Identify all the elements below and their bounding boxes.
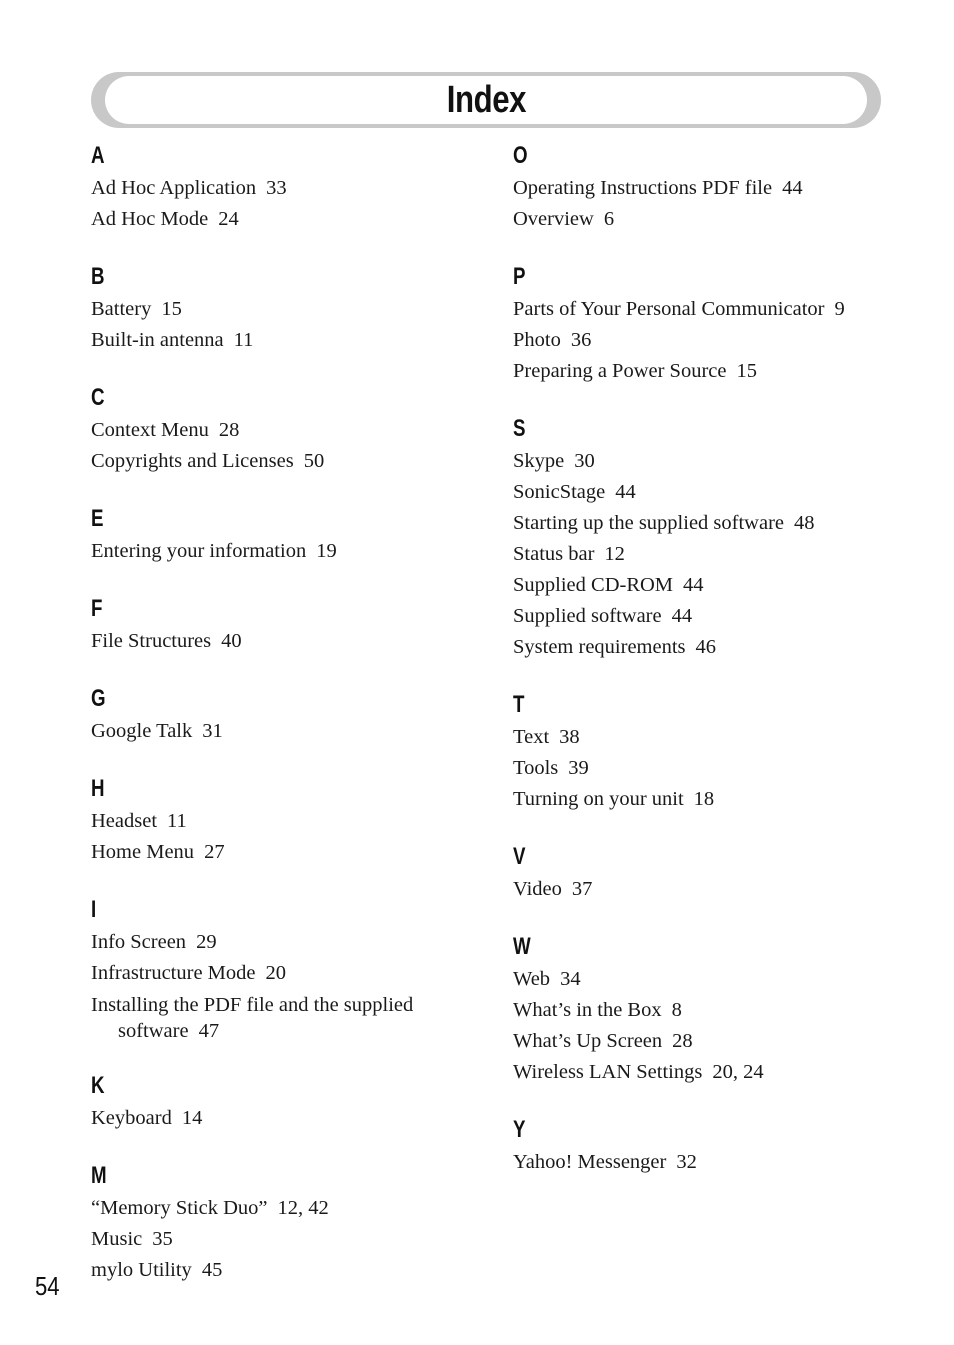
index-entry — [91, 536, 471, 567]
index-entry-page-ref: 19 — [316, 540, 337, 562]
index-entry-page-ref: 20 — [265, 962, 287, 984]
index-entry — [513, 601, 893, 632]
index-letter-heading: E — [91, 505, 104, 532]
index-entry-term: Built-in antenna — [91, 329, 224, 351]
page-number: 54 — [35, 1271, 60, 1301]
index-entry-page-ref: 9 — [834, 298, 845, 320]
index-entry-term: Web — [513, 968, 551, 990]
index-group-a — [91, 140, 471, 235]
index-entry-page-ref: 6 — [603, 208, 615, 230]
index-column-right — [513, 140, 893, 1204]
index-entry — [513, 753, 893, 784]
index-entry-page-ref: 18 — [693, 788, 715, 810]
index-entry-term: System requirements — [513, 636, 686, 658]
index-letter-heading: Y — [513, 1116, 526, 1143]
index-entry-term: Status bar — [513, 543, 595, 565]
index-entry — [91, 294, 471, 325]
index-entry — [513, 1057, 893, 1088]
index-entry-page-ref: 39 — [568, 757, 589, 779]
index-group-m — [91, 1160, 471, 1286]
index-entry — [513, 539, 893, 570]
index-entry — [513, 722, 893, 753]
index-group-e — [91, 503, 471, 567]
index-entry-term: Operating Instructions PDF file — [513, 177, 773, 199]
index-letter-heading: B — [91, 263, 105, 290]
index-entry-term: Home Menu — [91, 841, 195, 863]
index-entry — [91, 415, 471, 446]
index-entry — [91, 325, 471, 356]
index-entry — [513, 508, 893, 539]
index-entry-page-ref: 48 — [794, 512, 815, 534]
index-entry-term: Starting up the supplied software — [513, 512, 785, 534]
index-entry-page-ref: 12, 42 — [277, 1197, 329, 1219]
index-entry-term: Infrastructure Mode — [91, 962, 256, 984]
index-entry-page-ref: 15 — [736, 360, 757, 382]
index-entry — [513, 204, 893, 235]
index-letter-heading: C — [91, 384, 105, 411]
index-entry-term: Tools — [513, 757, 559, 779]
index-entry-page-ref: 12 — [604, 543, 625, 565]
index-group-s — [513, 413, 893, 663]
index-letter-heading: G — [91, 685, 106, 712]
index-entry-term: Turning on your unit — [513, 788, 684, 810]
index-entry-page-ref: 47 — [198, 1020, 220, 1042]
index-letter-heading: H — [91, 775, 105, 802]
index-entry-page-ref: 36 — [570, 329, 592, 351]
index-entry-term: Yahoo! Messenger — [513, 1151, 667, 1173]
index-entry — [91, 446, 471, 477]
index-letter-heading: K — [91, 1072, 105, 1099]
index-entry — [91, 626, 471, 657]
index-entry — [91, 1255, 471, 1286]
index-group-g — [91, 683, 471, 747]
index-group-h — [91, 773, 471, 868]
index-entry-page-ref: 50 — [303, 450, 325, 472]
index-entry — [513, 1147, 893, 1178]
index-entry-page-ref: 37 — [571, 878, 593, 900]
index-group-y — [513, 1114, 893, 1178]
index-entry-term: File Structures — [91, 630, 212, 652]
index-letter-heading: O — [513, 142, 528, 169]
index-entry — [513, 784, 893, 815]
index-entry — [91, 1103, 471, 1134]
index-entry — [91, 927, 471, 958]
index-entry-page-ref: 30 — [574, 450, 595, 472]
index-letter-heading: T — [513, 691, 525, 718]
index-entry-term: Parts of Your Personal Communicator — [513, 298, 825, 320]
index-entry-term: Photo — [513, 329, 561, 351]
index-entry-term: SonicStage — [513, 481, 606, 503]
index-entry-term: mylo Utility — [91, 1259, 192, 1281]
index-entry-term: Google Talk — [91, 720, 193, 742]
index-group-c — [91, 382, 471, 477]
index-group-v — [513, 841, 893, 905]
index-entry — [513, 964, 893, 995]
index-entry-page-ref: 27 — [204, 841, 225, 863]
index-entry-term: What’s Up Screen — [513, 1030, 663, 1052]
index-letter-heading: S — [513, 415, 526, 442]
index-entry-page-ref: 46 — [695, 636, 717, 658]
index-entry — [513, 632, 893, 663]
index-group-t — [513, 689, 893, 815]
index-entry — [513, 477, 893, 508]
index-entry — [91, 837, 471, 868]
index-letter-heading: A — [91, 142, 105, 169]
index-entry-page-ref: 31 — [202, 720, 223, 742]
index-entry-page-ref: 32 — [676, 1151, 697, 1173]
index-entry-page-ref: 11 — [233, 329, 254, 351]
index-letter-heading: P — [513, 263, 526, 290]
index-entry-page-ref: 28 — [672, 1030, 693, 1052]
index-entry-term: Installing the PDF file and the supplied software — [91, 994, 414, 1042]
index-entry-page-ref: 44 — [782, 177, 803, 199]
index-entry-term: Skype — [513, 450, 565, 472]
index-entry-page-ref: 34 — [560, 968, 581, 990]
index-entry-term: Overview — [513, 208, 594, 230]
index-entry — [513, 995, 893, 1026]
index-entry-term: Entering your information — [91, 540, 307, 562]
index-entry — [91, 1193, 471, 1224]
index-group-f — [91, 593, 471, 657]
index-entry-term: Ad Hoc Mode — [91, 208, 209, 230]
index-entry — [91, 1224, 471, 1255]
index-entry — [91, 806, 471, 837]
index-entry — [513, 874, 893, 905]
index-entry-page-ref: 33 — [266, 177, 287, 199]
index-entry — [91, 958, 471, 989]
index-entry-term: What’s in the Box — [513, 999, 662, 1021]
index-entry-page-ref: 44 — [671, 605, 693, 627]
index-column-left — [91, 140, 471, 1312]
index-entry-term: Supplied software — [513, 605, 662, 627]
index-group-w — [513, 931, 893, 1088]
index-entry-page-ref: 20, 24 — [712, 1061, 764, 1083]
index-entry-page-ref: 38 — [559, 726, 580, 748]
index-entry-page-ref: 35 — [152, 1228, 173, 1250]
index-entry — [513, 325, 893, 356]
index-entry — [513, 356, 893, 387]
index-group-p — [513, 261, 893, 387]
index-entry-page-ref: 14 — [181, 1107, 203, 1129]
index-entry-term: Ad Hoc Application — [91, 177, 257, 199]
index-entry-page-ref: 28 — [218, 419, 240, 441]
index-entry-page-ref: 40 — [221, 630, 242, 652]
index-entry — [513, 570, 893, 601]
index-letter-heading: M — [91, 1162, 107, 1189]
index-entry-page-ref: 29 — [196, 931, 217, 953]
index-entry-term: Preparing a Power Source — [513, 360, 727, 382]
title-banner-inner — [105, 76, 867, 124]
index-entry-term: Music — [91, 1228, 143, 1250]
index-entry — [513, 173, 893, 204]
index-entry-page-ref: 15 — [161, 298, 182, 320]
index-entry — [91, 173, 471, 204]
index-entry-term: Wireless LAN Settings — [513, 1061, 703, 1083]
index-entry-page-ref: 45 — [201, 1259, 223, 1281]
index-group-b — [91, 261, 471, 356]
index-title-banner — [91, 72, 881, 128]
index-entry-page-ref: 44 — [683, 574, 704, 596]
index-entry-term: Text — [513, 726, 550, 748]
index-group-k — [91, 1070, 471, 1134]
index-entry-term: Keyboard — [91, 1107, 172, 1129]
index-entry-page-ref: 44 — [615, 481, 636, 503]
index-letter-heading: F — [91, 595, 103, 622]
index-entry-term: Video — [513, 878, 562, 900]
index-entry-page-ref: 24 — [218, 208, 239, 230]
index-entry-term: Supplied CD-ROM — [513, 574, 674, 596]
index-group-i — [91, 894, 471, 1044]
index-entry-term: Info Screen — [91, 931, 187, 953]
index-entry-term: Copyrights and Licenses — [91, 450, 294, 472]
index-entry-page-ref: 11 — [167, 810, 187, 832]
index-entry — [513, 294, 893, 325]
index-entry-term: “Memory Stick Duo” — [91, 1197, 268, 1219]
index-entry — [513, 446, 893, 477]
index-letter-heading: I — [91, 896, 97, 923]
index-entry — [513, 1026, 893, 1057]
index-letter-heading: W — [513, 933, 531, 960]
index-entry — [91, 992, 471, 1044]
index-entry-term: Context Menu — [91, 419, 209, 441]
page-title: Index — [446, 78, 526, 121]
index-entry — [91, 716, 471, 747]
index-entry-term: Headset — [91, 810, 158, 832]
index-letter-heading: V — [513, 843, 526, 870]
index-group-o — [513, 140, 893, 235]
index-entry — [91, 204, 471, 235]
index-entry-page-ref: 8 — [671, 999, 682, 1021]
index-entry-term: Battery — [91, 298, 152, 320]
